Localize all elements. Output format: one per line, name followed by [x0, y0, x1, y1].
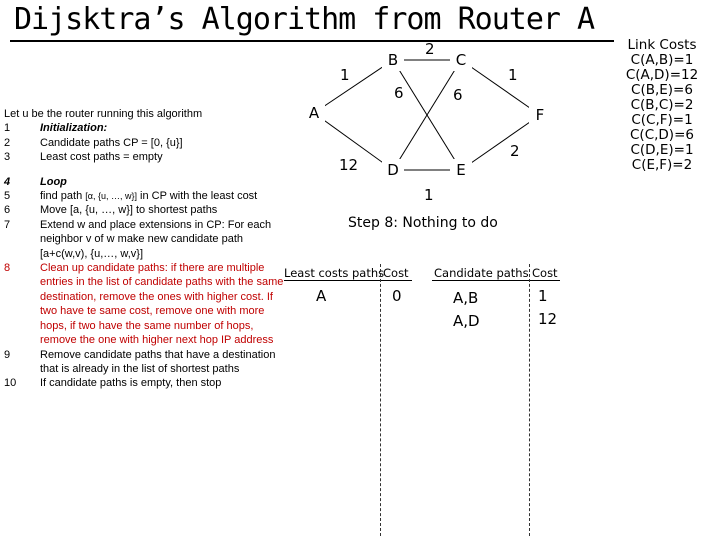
- step-text: find path [α, {u, …, w}] in CP with the least cost: [40, 190, 258, 203]
- weight-a-d: 12: [339, 156, 359, 174]
- algorithm-step: [4, 175, 284, 189]
- step-number: 4: [4, 175, 11, 188]
- candidate-path: A,D: [453, 312, 480, 330]
- node-c: C: [450, 49, 472, 71]
- step-number: 2: [4, 136, 11, 149]
- step-number: 10: [4, 377, 17, 390]
- link-cost-item: C(A,B)=1: [630, 52, 694, 68]
- least-costs-divider: [380, 264, 381, 536]
- step-number: 6: [4, 204, 11, 217]
- candidate-cost: 12: [538, 310, 558, 328]
- weight-a-b: 1: [340, 66, 350, 84]
- weight-c-d: 6: [453, 86, 463, 104]
- candidate-cost: 1: [538, 287, 548, 305]
- link-costs-title: Link Costs: [627, 37, 697, 53]
- algorithm-step: [4, 203, 284, 217]
- step-text: Extend w and place extensions in CP: For each neighbor v of w make new candidate path [a+c(w,v), {u,…, w,v}]: [40, 218, 272, 260]
- least-costs-header-paths: Least costs paths: [284, 266, 385, 280]
- candidates-divider: [529, 264, 530, 536]
- step-text: Loop: [40, 175, 67, 188]
- least-costs-cost: 0: [392, 287, 402, 305]
- step-number: 1: [4, 122, 11, 135]
- weight-c-f: 1: [508, 66, 518, 84]
- algorithm-step: [4, 150, 284, 164]
- link-cost-item: C(A,D)=12: [625, 67, 699, 83]
- candidates-header-cost: Cost: [532, 266, 558, 280]
- algorithm-pseudocode: [4, 107, 284, 391]
- link-cost-item: C(C,D)=6: [630, 127, 694, 143]
- step-number: 9: [4, 348, 11, 361]
- algorithm-step: [4, 348, 284, 377]
- step-text: Remove candidate paths that have a destination that is already in the list of shortest paths: [40, 348, 276, 375]
- weight-e-f: 2: [510, 142, 520, 160]
- step-text: Least cost paths = empty: [40, 151, 163, 164]
- step-text: Clean up candidate paths: if there are multiple entries in the list of candidate paths with the same destination, remove the ones with higher cost. If two have te same cost, remove one with more hops, if two have the same number of hops, remove the one with higher next hop IP address: [40, 262, 284, 347]
- least-costs-path: A: [316, 287, 327, 305]
- link-cost-item: C(B,C)=2: [630, 97, 694, 113]
- node-e: E: [450, 159, 472, 181]
- weight-b-e: 6: [394, 84, 404, 102]
- weight-b-c: 2: [425, 40, 435, 58]
- least-costs-header-rule: [284, 280, 412, 281]
- step-text: Candidate paths CP = [0, {u}]: [40, 136, 183, 149]
- least-costs-header-cost: Cost: [383, 266, 409, 280]
- node-a: A: [303, 102, 325, 124]
- candidates-header-rule: [432, 280, 560, 281]
- node-b: B: [382, 49, 404, 71]
- link-cost-item: C(E,F)=2: [631, 157, 693, 173]
- node-d: D: [382, 159, 404, 181]
- link-costs-list: [606, 38, 718, 173]
- candidate-path: A,B: [453, 289, 479, 307]
- algorithm-step: [4, 376, 284, 390]
- link-cost-item: C(D,E)=1: [630, 142, 694, 158]
- step-number: 7: [4, 218, 11, 231]
- algorithm-step: [4, 261, 284, 347]
- step-text: Initialization:: [40, 122, 108, 135]
- page-title: Dijsktra’s Algorithm from Router A: [14, 2, 595, 37]
- algorithm-step: [4, 189, 284, 203]
- algorithm-step: [4, 121, 284, 135]
- step-number: 5: [4, 190, 11, 203]
- candidates-header-paths: Candidate paths: [434, 266, 529, 280]
- step-text: If candidate paths is empty, then stop: [40, 377, 222, 390]
- link-cost-item: C(C,F)=1: [631, 112, 693, 128]
- link-cost-item: C(B,E)=6: [631, 82, 693, 98]
- algorithm-step: [4, 136, 284, 150]
- step-text: Move [a, {u, …, w}] to shortest paths: [40, 204, 218, 217]
- algorithm-intro: Let u be the router running this algorithm: [4, 108, 203, 120]
- node-f: F: [529, 104, 551, 126]
- step-label: Step 8: Nothing to do: [348, 215, 498, 231]
- algorithm-step: [4, 218, 284, 261]
- weight-d-e: 1: [424, 186, 434, 204]
- step-number: 3: [4, 151, 11, 164]
- step-number: 8: [4, 262, 11, 275]
